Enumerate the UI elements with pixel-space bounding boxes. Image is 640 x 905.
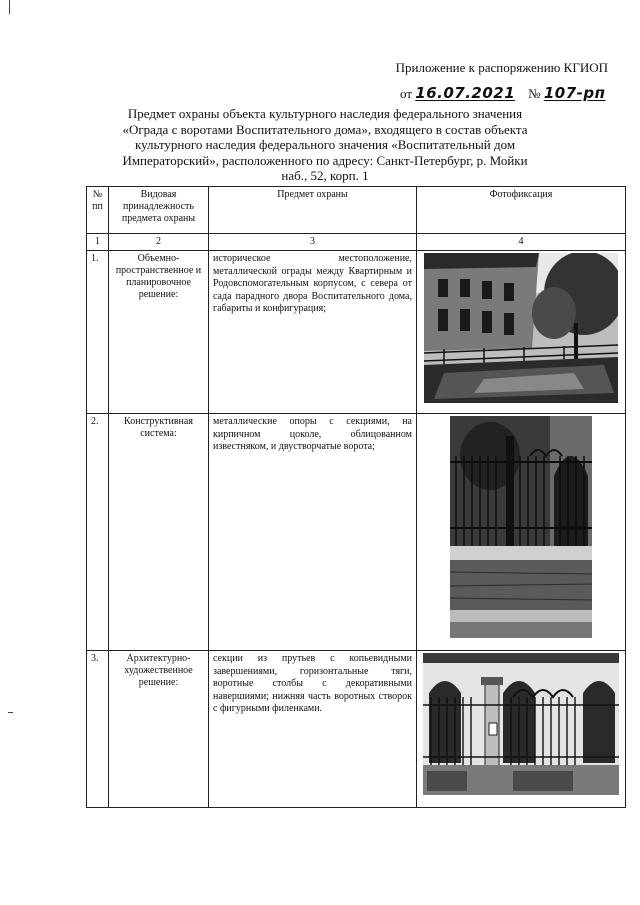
table-row	[87, 651, 626, 808]
photo-cell	[417, 651, 626, 808]
row-type: Архитектурно-художественное решение:	[109, 651, 209, 808]
order-number-label: №	[528, 86, 541, 101]
column-header-photo: Фотофиксация	[417, 187, 626, 234]
order-from-label: от	[400, 86, 413, 101]
protection-table	[86, 186, 626, 808]
order-date: 16.07.2021	[415, 84, 516, 102]
column-header-type: Видовая принадлежность предмета охраны	[109, 187, 209, 234]
column-numbers-row	[87, 234, 626, 251]
row-subject: металлические опоры с секциями, на кирпичном цоколе, облицованном известняком, и двустворчатые ворота;	[209, 414, 417, 651]
row-subject: секции из прутьев с копьевидными завершениями, горизонтальные тяги, воротные столбы с декоративными навершиями; нижняя часть воротных створок с фигурными филенками.	[209, 651, 417, 808]
column-number: 2	[109, 234, 209, 251]
order-number: 107-рп	[543, 84, 606, 102]
fence-base-photo	[450, 416, 592, 638]
appendix-heading: Приложение к распоряжению КГИОП	[395, 60, 608, 75]
table-row	[87, 414, 626, 651]
row-type: Объемно-пространственное и планировочное решение:	[109, 251, 209, 414]
column-number: 1	[87, 234, 109, 251]
photo-cell	[417, 414, 626, 651]
document-title: Предмет охраны объекта культурного наследия федерального значения «Ограда с воротами Воспитательного дома», входящего в состав объекта культурного наследия федерального значения «Воспитательный дом Императорский», расположенного по адресу: Санкт-Петербург, р. Мойки наб., 52, корп. 1	[122, 106, 528, 183]
fence-gate-photo	[423, 653, 619, 795]
scan-edge-mark	[9, 0, 10, 14]
scan-edge-mark	[8, 712, 13, 713]
table-row	[87, 251, 626, 414]
table-header-row	[87, 187, 626, 234]
column-header-number: № пп	[87, 187, 109, 234]
column-number: 3	[209, 234, 417, 251]
row-number: 1.	[87, 251, 109, 414]
row-subject: историческое местоположение, металлической ограды между Квартирным и Родовспомогательным корпусом, с севера от сада парадного двора Воспитательного дома, габариты и конфигурация;	[209, 251, 417, 414]
column-header-subject: Предмет охраны	[209, 187, 417, 234]
row-number: 2.	[87, 414, 109, 651]
order-reference	[400, 84, 605, 102]
photo-cell	[417, 251, 626, 414]
fence-courtyard-photo	[424, 253, 618, 403]
column-number: 4	[417, 234, 626, 251]
row-number: 3.	[87, 651, 109, 808]
row-type: Конструктивная система:	[109, 414, 209, 651]
